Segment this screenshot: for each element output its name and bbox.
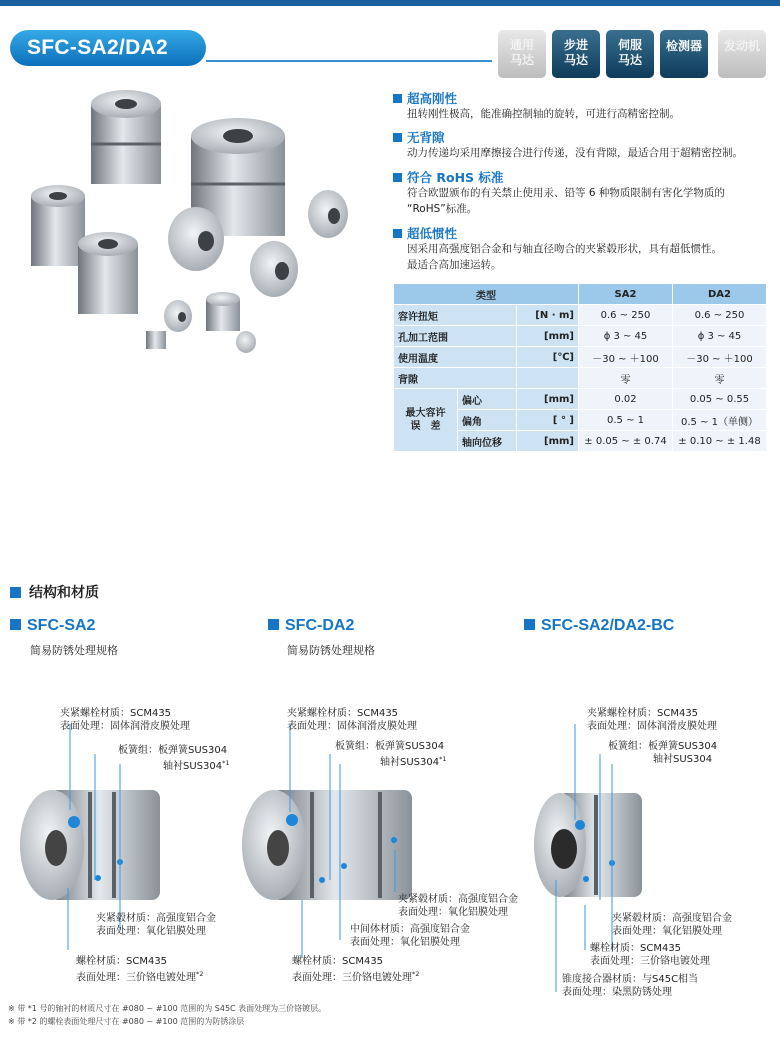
bullet-square (393, 229, 402, 238)
annotation-cone-bc: 锥度接合器材质：与S45C相当 表面处理：染黑防锈处理 (562, 974, 699, 998)
feature-text-rigidity: 扭转刚性极高，能准确控制轴的旋转，可进行高精密控制。 (407, 108, 680, 120)
footnote-2: ※ 带 *2 的螺栓表面处理尺寸在 #080 ~ #100 范围的为防锈涂层 (8, 1017, 245, 1026)
tab-stepper-motor[interactable]: 步进 马达 (552, 30, 600, 78)
annotation-hub-bc: 夹紧毂材质：高强度铝合金 表面处理：氧化铝膜处理 (612, 913, 732, 937)
table-row: 偏角 [ ° ] 0.5 ~ 1 0.5 ~ 1（单侧） (394, 410, 767, 431)
feature-title-inertia: 超低惯性 (393, 224, 457, 242)
bullet-square (393, 94, 402, 103)
tab-encoder[interactable]: 检测器 (660, 30, 708, 78)
annotation-hub-sa2: 夹紧毂材质：高强度铝合金 表面处理：氧化铝膜处理 (96, 913, 216, 937)
tab-general-motor[interactable]: 通用 马达 (498, 30, 546, 78)
annotation-bolt-bc: 夹紧螺栓材质：SCM435 表面处理：固体润滑皮膜处理 (587, 708, 717, 732)
section-title-structure: 结构和材质 (10, 582, 99, 602)
title-underline (206, 60, 492, 62)
product-photo (6, 84, 384, 360)
feature-text-backlash: 动力传递均采用摩擦接合进行传递，没有背隙，最适合用于超精密控制。 (407, 147, 743, 159)
group-label-max-error: 最大容许 误 差 (394, 389, 458, 452)
table-row: 孔加工范围 [mm] ϕ 3 ~ 45 ϕ 3 ~ 45 (394, 326, 767, 347)
bullet-square (10, 619, 21, 630)
coupling-side-2 (250, 241, 298, 297)
spec-table (393, 283, 767, 452)
annotation-bolt-sa2: 夹紧螺栓材质：SCM435 表面处理：固体润滑皮膜处理 (60, 708, 190, 732)
model-title-bc: SFC-SA2/DA2-BC (524, 617, 674, 635)
annotation-screw-sa2: 螺栓材质：SCM435 表面处理：三价铬电镀处理$^{*2}$ (76, 956, 204, 984)
table-header-da2: DA2 (673, 284, 767, 305)
feature-title-rigidity: 超高刚性 (393, 89, 457, 107)
bullet-square (393, 173, 402, 182)
feature-title-rohs: 符合 RoHS 标准 (393, 168, 503, 186)
annotation-plate-bc: 板簧组：板弹簧SUS304 轴衬SUS304 (608, 741, 718, 765)
annotation-bolt-da2: 夹紧螺栓材质：SCM435 表面处理：固体润滑皮膜处理 (287, 708, 417, 732)
coupling-large (91, 90, 161, 184)
tab-engine[interactable]: 发动机 (718, 30, 766, 78)
coupling-small-1 (206, 292, 240, 331)
feature-title-backlash: 无背隙 (393, 128, 445, 146)
top-rule (0, 0, 780, 6)
table-header-row (394, 284, 767, 305)
table-row: 容许扭矩 [N · m] 0.6 ~ 250 0.6 ~ 250 (394, 305, 767, 326)
footnote-1: ※ 带 *1 号的轴衬的材质尺寸在 #080 ~ #100 范围的为 S45C 表面处理为三价铬镀层。 (8, 1004, 327, 1013)
annotation-plate-sa2: 板簧组：板弹簧SUS304 轴衬SUS304$^{*1}$ (118, 745, 230, 773)
coupling-tiny-2 (236, 331, 256, 353)
table-row: 轴向位移 [mm] ± 0.05 ~ ± 0.74 ± 0.10 ~ ± 1.48 (394, 431, 767, 452)
model-title-sa2: SFC-SA2 (10, 617, 95, 635)
table-header-type: 类型 (394, 284, 579, 305)
bullet-square (268, 619, 279, 630)
annotation-middle-da2: 中间体材质：高强度铝合金 表面处理：氧化铝膜处理 (350, 924, 470, 948)
model-subtitle-sa2: 简易防锈处理规格 (30, 644, 118, 657)
bullet-square (524, 619, 535, 630)
coupling-medium-left (31, 185, 85, 266)
annotation-screw-da2: 螺栓材质：SCM435 表面处理：三价铬电镀处理$^{*2}$ (292, 956, 420, 984)
coupling-side-3 (308, 190, 348, 238)
annotation-hub-da2: 夹紧毂材质：高强度铝合金 表面处理：氧化铝膜处理 (398, 894, 518, 918)
annotation-plate-da2: 板簧组：板弹簧SUS304 轴衬SUS304$^{*1}$ (335, 741, 447, 769)
model-subtitle-da2: 简易防锈处理规格 (287, 644, 375, 657)
table-row: 使用温度 [℃] －30 ~ ＋100 －30 ~ ＋100 (394, 347, 767, 368)
coupling-small-2 (164, 300, 192, 332)
table-row: 最大容许 误 差 偏心 [mm] 0.02 0.05 ~ 0.55 (394, 389, 767, 410)
bullet-square (393, 133, 402, 142)
tab-servo-motor[interactable]: 伺服 马达 (606, 30, 654, 78)
annotation-screw-bc: 螺栓材质：SCM435 表面处理：三价铬电镀处理 (590, 943, 710, 967)
feature-text-rohs: 符合欧盟颁布的有关禁止使用汞、铅等 6 种物质限制有害化学物质的 “RoHS”标准。 (407, 187, 725, 215)
coupling-tiny-1 (146, 331, 166, 349)
table-row: 背隙 零 零 (394, 368, 767, 389)
page-title: SFC-SA2/DA2 (10, 30, 206, 66)
model-title-da2: SFC-DA2 (268, 617, 354, 635)
bullet-square (10, 587, 21, 598)
table-header-sa2: SA2 (579, 284, 673, 305)
coupling-side-1 (168, 207, 224, 271)
coupling-medium (78, 232, 138, 314)
feature-text-inertia: 因采用高强度铝合金和与轴直径吻合的夹紧毂形状，具有超低惯性。 最适合高加速运转。 (407, 243, 722, 271)
